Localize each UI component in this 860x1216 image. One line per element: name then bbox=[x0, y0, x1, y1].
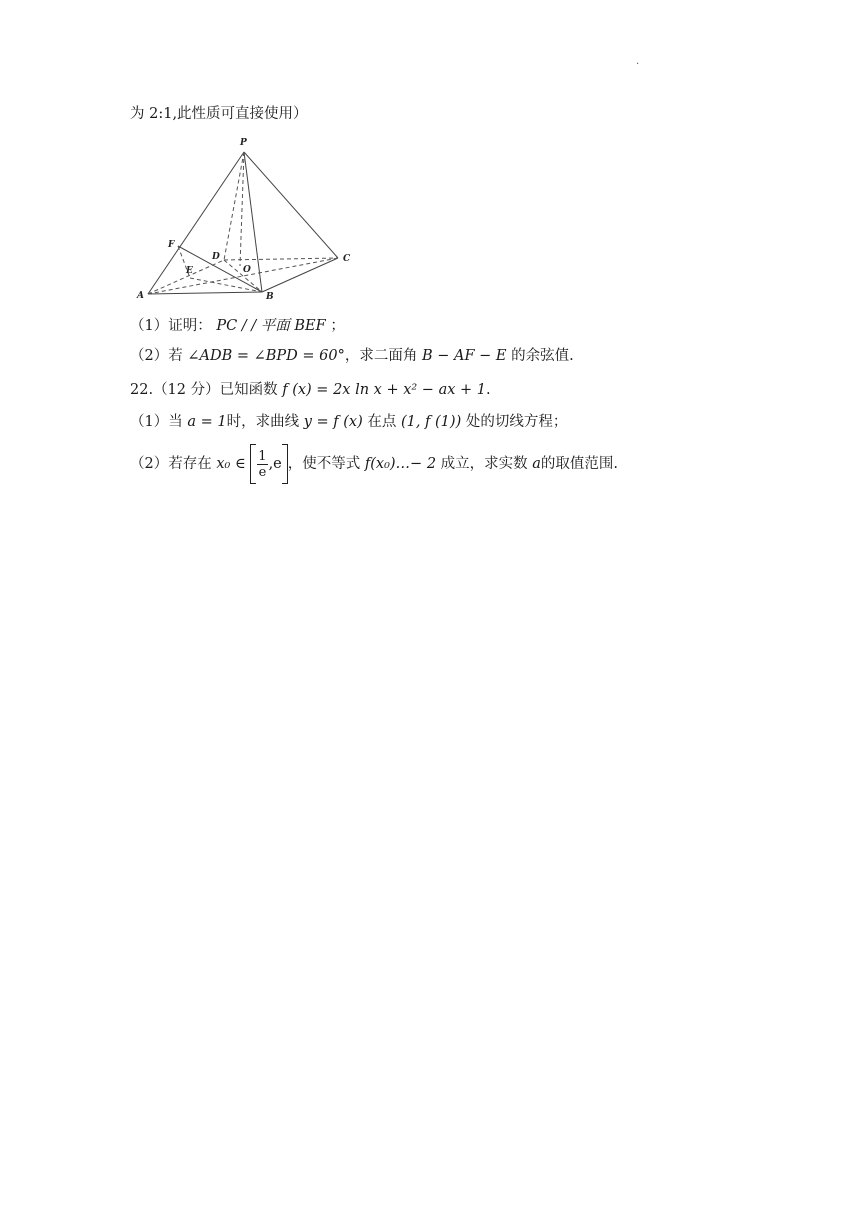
q21-part2-math2: B − AF − E bbox=[421, 348, 507, 364]
q21-part2-prefix: （2）若 bbox=[130, 348, 183, 364]
label-A: A bbox=[137, 291, 144, 301]
left-bracket bbox=[250, 444, 256, 484]
q22-function: f (x) = 2x ln x + x² − ax + 1 bbox=[282, 382, 486, 398]
edge-PC bbox=[244, 152, 338, 258]
label-B: B bbox=[266, 292, 274, 302]
q21-part1-prefix: （1）证明： bbox=[130, 318, 212, 334]
q22-part1-mid2: 在点 bbox=[367, 414, 397, 430]
header-mark: . bbox=[636, 56, 640, 67]
interval-upper: ,e bbox=[268, 456, 282, 472]
q22-part2-var: x₀ ∈ bbox=[216, 456, 246, 472]
q22-number: 22. bbox=[130, 382, 154, 398]
pyramid-figure bbox=[128, 132, 368, 308]
q21-part2 bbox=[130, 346, 574, 366]
fraction-denominator: e bbox=[258, 464, 267, 480]
q22-part1-prefix: （1）当 bbox=[130, 414, 183, 430]
fraction bbox=[257, 449, 267, 480]
q22-part2-tail: 的取值范围. bbox=[540, 456, 619, 472]
q21-part2-end: 的余弦值. bbox=[511, 348, 574, 364]
q22-part2-mid: ，使不等式 bbox=[287, 456, 361, 472]
label-D: D bbox=[212, 252, 220, 262]
q21-part2-math: ∠ADB = ∠BPD = 60° bbox=[187, 348, 345, 364]
q22-part2-end: 成立，求实数 bbox=[440, 456, 528, 472]
label-O: O bbox=[243, 265, 251, 275]
q22-stem-text: 已知函数 bbox=[219, 382, 278, 398]
q22-stem-end: . bbox=[486, 382, 491, 398]
q22-part1-mid: 时，求曲线 bbox=[226, 414, 300, 430]
fraction-numerator: 1 bbox=[258, 448, 267, 464]
edge-AB bbox=[148, 292, 262, 294]
q22-score: （12 分） bbox=[153, 382, 220, 398]
q21-part2-mid: ，求二面角 bbox=[344, 348, 418, 364]
q22-part1-curve: y = f (x) bbox=[303, 414, 363, 430]
label-E: E bbox=[186, 266, 193, 276]
q21-part1-math: PC / / 平面 BEF bbox=[216, 318, 326, 334]
q22-stem bbox=[130, 380, 491, 400]
label-F: F bbox=[168, 240, 175, 250]
q22-part1-end: 处的切线方程； bbox=[465, 414, 568, 430]
q21-part1-end: ； bbox=[330, 318, 345, 334]
edge-EB bbox=[190, 278, 262, 292]
label-P: P bbox=[240, 138, 247, 148]
q22-part2-inequality: f(x₀)…− 2 bbox=[364, 456, 437, 472]
edge-DC bbox=[224, 258, 338, 260]
q22-part1-point: (1, f (1)) bbox=[400, 414, 462, 430]
q22-part2 bbox=[130, 444, 618, 484]
edge-BC bbox=[262, 258, 338, 292]
label-C: C bbox=[343, 254, 351, 264]
pyramid-diagram bbox=[128, 132, 368, 308]
q21-part1 bbox=[130, 316, 345, 336]
q22-part2-a: a bbox=[532, 456, 541, 472]
intro-tail-text: 为 2:1,此性质可直接使用） bbox=[130, 106, 308, 122]
q22-part1-cond: a = 1 bbox=[187, 414, 227, 430]
q22-part1 bbox=[130, 412, 567, 432]
q22-part2-prefix: （2）若存在 bbox=[130, 456, 212, 472]
